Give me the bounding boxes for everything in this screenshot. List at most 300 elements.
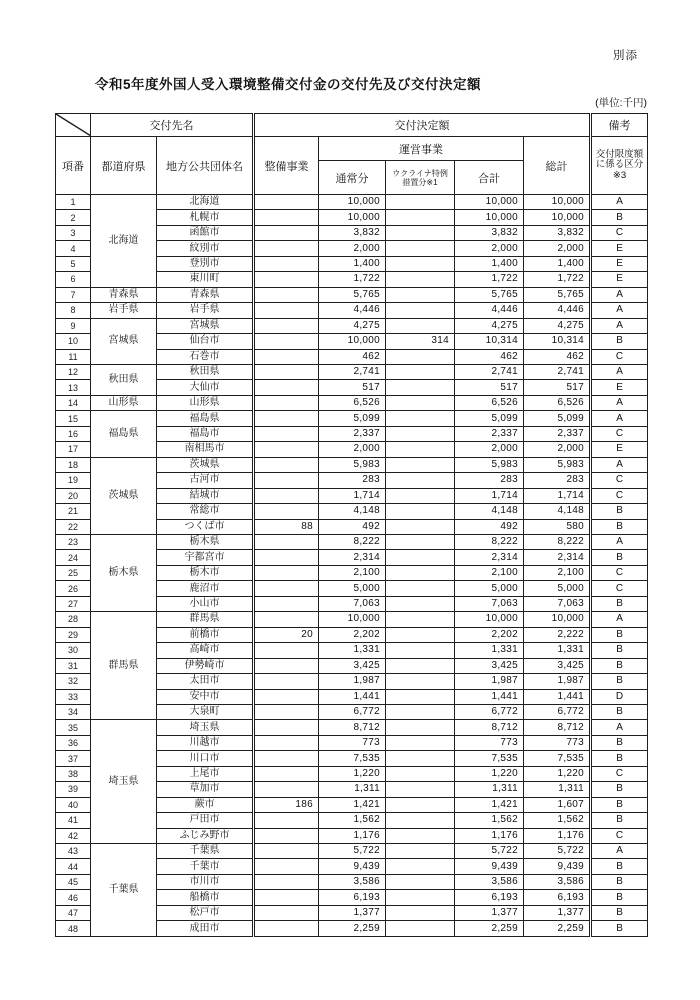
- development-amount-cell: [254, 195, 319, 210]
- header-municipality: 地方公共団体名: [157, 137, 254, 195]
- limit-category-cell: B: [591, 643, 648, 658]
- row-number-cell: 22: [56, 519, 91, 534]
- subtotal-amount-cell: 2,741: [455, 364, 524, 379]
- regular-amount-cell: 773: [319, 735, 386, 750]
- ukraine-amount-cell: [386, 674, 455, 689]
- subtotal-amount-cell: 4,148: [455, 504, 524, 519]
- row-number-cell: 34: [56, 704, 91, 719]
- attachment-label: 別添: [613, 50, 638, 62]
- header-subtotal: 合計: [455, 161, 524, 195]
- row-number-cell: 35: [56, 720, 91, 735]
- ukraine-amount-cell: [386, 813, 455, 828]
- grand-total-amount-cell: 5,983: [524, 457, 591, 472]
- limit-category-cell: C: [591, 349, 648, 364]
- ukraine-amount-cell: [386, 565, 455, 580]
- municipality-cell: 古河市: [157, 473, 254, 488]
- subtotal-amount-cell: 5,000: [455, 581, 524, 596]
- municipality-cell: 登別市: [157, 256, 254, 271]
- municipality-cell: 栃木市: [157, 565, 254, 580]
- grand-total-amount-cell: 8,712: [524, 720, 591, 735]
- row-number-cell: 42: [56, 828, 91, 843]
- grand-total-amount-cell: 7,063: [524, 596, 591, 611]
- limit-category-cell: A: [591, 195, 648, 210]
- prefecture-cell: 秋田県: [91, 364, 157, 395]
- ukraine-amount-cell: [386, 751, 455, 766]
- row-number-cell: 21: [56, 504, 91, 519]
- grand-total-amount-cell: 1,176: [524, 828, 591, 843]
- table-row: [56, 534, 648, 549]
- development-amount-cell: [254, 442, 319, 457]
- regular-amount-cell: 6,193: [319, 890, 386, 905]
- ukraine-amount-cell: [386, 704, 455, 719]
- municipality-cell: 栃木県: [157, 534, 254, 549]
- limit-category-cell: B: [591, 596, 648, 611]
- limit-category-cell: B: [591, 921, 648, 936]
- ukraine-amount-cell: [386, 256, 455, 271]
- table-row: [56, 844, 648, 859]
- subtotal-amount-cell: 4,275: [455, 318, 524, 333]
- development-amount-cell: [254, 844, 319, 859]
- municipality-cell: 群馬県: [157, 612, 254, 627]
- development-amount-cell: [254, 782, 319, 797]
- development-amount-cell: [254, 674, 319, 689]
- row-number-cell: 20: [56, 488, 91, 503]
- table-row: [56, 195, 648, 210]
- limit-category-cell: A: [591, 303, 648, 318]
- row-number-cell: 10: [56, 334, 91, 349]
- regular-amount-cell: 10,000: [319, 210, 386, 225]
- table-row: [56, 411, 648, 426]
- municipality-cell: 草加市: [157, 782, 254, 797]
- ukraine-amount-cell: [386, 504, 455, 519]
- regular-amount-cell: 1,220: [319, 766, 386, 781]
- development-amount-cell: [254, 720, 319, 735]
- row-number-cell: 39: [56, 782, 91, 797]
- ukraine-amount-cell: [386, 241, 455, 256]
- prefecture-cell: 栃木県: [91, 534, 157, 611]
- table-row: [56, 287, 648, 302]
- subtotal-amount-cell: 10,314: [455, 334, 524, 349]
- development-amount-cell: [254, 303, 319, 318]
- regular-amount-cell: 10,000: [319, 195, 386, 210]
- limit-category-cell: B: [591, 751, 648, 766]
- grand-total-amount-cell: 5,765: [524, 287, 591, 302]
- ukraine-amount-cell: [386, 844, 455, 859]
- regular-amount-cell: 5,983: [319, 457, 386, 472]
- table-body: [56, 195, 648, 937]
- regular-amount-cell: 10,000: [319, 612, 386, 627]
- development-amount-cell: [254, 426, 319, 441]
- development-amount-cell: [254, 596, 319, 611]
- ukraine-amount-cell: [386, 395, 455, 410]
- municipality-cell: ふじみ野市: [157, 828, 254, 843]
- grand-total-amount-cell: 1,220: [524, 766, 591, 781]
- development-amount-cell: [254, 643, 319, 658]
- grand-total-amount-cell: 2,000: [524, 442, 591, 457]
- limit-category-cell: C: [591, 225, 648, 240]
- development-amount-cell: [254, 411, 319, 426]
- subtotal-amount-cell: 6,526: [455, 395, 524, 410]
- grant-table: [55, 113, 648, 937]
- subtotal-amount-cell: 2,202: [455, 627, 524, 642]
- subtotal-amount-cell: 10,000: [455, 195, 524, 210]
- row-number-cell: 13: [56, 380, 91, 395]
- regular-amount-cell: 3,586: [319, 874, 386, 889]
- municipality-cell: 戸田市: [157, 813, 254, 828]
- limit-category-cell: E: [591, 272, 648, 287]
- grand-total-amount-cell: 3,832: [524, 225, 591, 240]
- header-row-1: [56, 114, 648, 137]
- row-number-cell: 46: [56, 890, 91, 905]
- limit-category-cell: B: [591, 519, 648, 534]
- ukraine-amount-cell: [386, 782, 455, 797]
- regular-amount-cell: 8,222: [319, 534, 386, 549]
- municipality-cell: 大仙市: [157, 380, 254, 395]
- regular-amount-cell: 2,741: [319, 364, 386, 379]
- regular-amount-cell: 1,722: [319, 272, 386, 287]
- grand-total-amount-cell: 10,000: [524, 612, 591, 627]
- limit-category-cell: C: [591, 581, 648, 596]
- limit-category-cell: A: [591, 364, 648, 379]
- subtotal-amount-cell: 462: [455, 349, 524, 364]
- grand-total-amount-cell: 1,331: [524, 643, 591, 658]
- grand-total-amount-cell: 5,099: [524, 411, 591, 426]
- municipality-cell: 高崎市: [157, 643, 254, 658]
- development-amount-cell: [254, 828, 319, 843]
- row-number-cell: 7: [56, 287, 91, 302]
- ukraine-amount-cell: [386, 905, 455, 920]
- subtotal-amount-cell: 5,099: [455, 411, 524, 426]
- row-number-cell: 24: [56, 550, 91, 565]
- limit-category-cell: D: [591, 689, 648, 704]
- ukraine-amount-cell: [386, 534, 455, 549]
- row-number-cell: 18: [56, 457, 91, 472]
- ukraine-amount-cell: [386, 287, 455, 302]
- municipality-cell: 福島県: [157, 411, 254, 426]
- municipality-cell: 茨城県: [157, 457, 254, 472]
- regular-amount-cell: 5,000: [319, 581, 386, 596]
- ukraine-amount-cell: [386, 874, 455, 889]
- subtotal-amount-cell: 10,000: [455, 210, 524, 225]
- subtotal-amount-cell: 2,000: [455, 442, 524, 457]
- row-number-cell: 43: [56, 844, 91, 859]
- subtotal-amount-cell: 5,765: [455, 287, 524, 302]
- limit-category-cell: E: [591, 241, 648, 256]
- ukraine-amount-cell: [386, 349, 455, 364]
- ukraine-amount-cell: [386, 210, 455, 225]
- prefecture-cell: 宮城県: [91, 318, 157, 364]
- grand-total-amount-cell: 283: [524, 473, 591, 488]
- limit-category-cell: B: [591, 905, 648, 920]
- limit-category-cell: B: [591, 550, 648, 565]
- header-recipient-group: 交付先名: [91, 114, 254, 137]
- municipality-cell: 上尾市: [157, 766, 254, 781]
- municipality-cell: 秋田県: [157, 364, 254, 379]
- limit-category-cell: B: [591, 890, 648, 905]
- prefecture-cell: 福島県: [91, 411, 157, 457]
- regular-amount-cell: 2,202: [319, 627, 386, 642]
- table-row: [56, 720, 648, 735]
- development-amount-cell: [254, 318, 319, 333]
- municipality-cell: 伊勢崎市: [157, 658, 254, 673]
- grand-total-amount-cell: 1,441: [524, 689, 591, 704]
- municipality-cell: 松戸市: [157, 905, 254, 920]
- regular-amount-cell: 462: [319, 349, 386, 364]
- regular-amount-cell: 2,259: [319, 921, 386, 936]
- municipality-cell: 鹿沼市: [157, 581, 254, 596]
- municipality-cell: 成田市: [157, 921, 254, 936]
- limit-category-cell: A: [591, 534, 648, 549]
- grand-total-amount-cell: 1,714: [524, 488, 591, 503]
- limit-category-cell: A: [591, 844, 648, 859]
- regular-amount-cell: 1,987: [319, 674, 386, 689]
- row-number-cell: 30: [56, 643, 91, 658]
- limit-category-cell: B: [591, 504, 648, 519]
- regular-amount-cell: 1,331: [319, 643, 386, 658]
- ukraine-amount-cell: 314: [386, 334, 455, 349]
- subtotal-amount-cell: 8,222: [455, 534, 524, 549]
- regular-amount-cell: 1,176: [319, 828, 386, 843]
- grand-total-amount-cell: 4,275: [524, 318, 591, 333]
- regular-amount-cell: 3,425: [319, 658, 386, 673]
- row-number-cell: 17: [56, 442, 91, 457]
- grand-total-amount-cell: 2,314: [524, 550, 591, 565]
- limit-category-cell: E: [591, 256, 648, 271]
- municipality-cell: 岩手県: [157, 303, 254, 318]
- municipality-cell: 蕨市: [157, 797, 254, 812]
- subtotal-amount-cell: 1,377: [455, 905, 524, 920]
- subtotal-amount-cell: 1,176: [455, 828, 524, 843]
- row-number-cell: 1: [56, 195, 91, 210]
- grand-total-amount-cell: 1,562: [524, 813, 591, 828]
- row-number-cell: 26: [56, 581, 91, 596]
- development-amount-cell: [254, 349, 319, 364]
- row-number-cell: 31: [56, 658, 91, 673]
- regular-amount-cell: 492: [319, 519, 386, 534]
- prefecture-cell: 埼玉県: [91, 720, 157, 844]
- unit-note: (単位:千円): [595, 97, 647, 109]
- ukraine-amount-cell: [386, 720, 455, 735]
- row-number-cell: 11: [56, 349, 91, 364]
- ukraine-amount-cell: [386, 890, 455, 905]
- ukraine-amount-cell: [386, 766, 455, 781]
- row-number-cell: 44: [56, 859, 91, 874]
- development-amount-cell: [254, 658, 319, 673]
- regular-amount-cell: 4,275: [319, 318, 386, 333]
- regular-amount-cell: 517: [319, 380, 386, 395]
- subtotal-amount-cell: 8,712: [455, 720, 524, 735]
- development-amount-cell: [254, 287, 319, 302]
- ukraine-amount-cell: [386, 550, 455, 565]
- municipality-cell: 東川町: [157, 272, 254, 287]
- development-amount-cell: [254, 457, 319, 472]
- regular-amount-cell: 7,063: [319, 596, 386, 611]
- grand-total-amount-cell: 2,337: [524, 426, 591, 441]
- municipality-cell: 青森県: [157, 287, 254, 302]
- header-row-number: 項番: [56, 137, 91, 195]
- subtotal-amount-cell: 4,446: [455, 303, 524, 318]
- subtotal-amount-cell: 2,259: [455, 921, 524, 936]
- grand-total-amount-cell: 580: [524, 519, 591, 534]
- row-number-cell: 19: [56, 473, 91, 488]
- header-regular: 通常分: [319, 161, 386, 195]
- row-number-cell: 9: [56, 318, 91, 333]
- regular-amount-cell: 2,314: [319, 550, 386, 565]
- ukraine-amount-cell: [386, 581, 455, 596]
- row-number-cell: 3: [56, 225, 91, 240]
- table-row: [56, 303, 648, 318]
- subtotal-amount-cell: 1,311: [455, 782, 524, 797]
- subtotal-amount-cell: 492: [455, 519, 524, 534]
- grand-total-amount-cell: 10,000: [524, 210, 591, 225]
- ukraine-amount-cell: [386, 411, 455, 426]
- ukraine-amount-cell: [386, 828, 455, 843]
- subtotal-amount-cell: 1,421: [455, 797, 524, 812]
- limit-category-cell: B: [591, 658, 648, 673]
- grand-total-amount-cell: 5,000: [524, 581, 591, 596]
- limit-category-cell: B: [591, 797, 648, 812]
- grand-total-amount-cell: 9,439: [524, 859, 591, 874]
- prefecture-cell: 青森県: [91, 287, 157, 302]
- ukraine-amount-cell: [386, 488, 455, 503]
- regular-amount-cell: 283: [319, 473, 386, 488]
- grand-total-amount-cell: 2,100: [524, 565, 591, 580]
- row-number-cell: 15: [56, 411, 91, 426]
- development-amount-cell: [254, 905, 319, 920]
- ukraine-amount-cell: [386, 596, 455, 611]
- regular-amount-cell: 9,439: [319, 859, 386, 874]
- municipality-cell: 宮城県: [157, 318, 254, 333]
- development-amount-cell: [254, 874, 319, 889]
- row-number-cell: 40: [56, 797, 91, 812]
- subtotal-amount-cell: 1,220: [455, 766, 524, 781]
- municipality-cell: 千葉市: [157, 859, 254, 874]
- subtotal-amount-cell: 7,063: [455, 596, 524, 611]
- development-amount-cell: [254, 272, 319, 287]
- municipality-cell: 川口市: [157, 751, 254, 766]
- prefecture-cell: 茨城県: [91, 457, 157, 534]
- grand-total-amount-cell: 7,535: [524, 751, 591, 766]
- subtotal-amount-cell: 7,535: [455, 751, 524, 766]
- grand-total-amount-cell: 462: [524, 349, 591, 364]
- subtotal-amount-cell: 6,193: [455, 890, 524, 905]
- regular-amount-cell: 1,400: [319, 256, 386, 271]
- grand-total-amount-cell: 2,259: [524, 921, 591, 936]
- grand-total-amount-cell: 3,586: [524, 874, 591, 889]
- row-number-cell: 38: [56, 766, 91, 781]
- subtotal-amount-cell: 3,832: [455, 225, 524, 240]
- document-title: 令和5年度外国人受入環境整備交付金の交付先及び交付決定額: [95, 77, 482, 92]
- row-number-cell: 32: [56, 674, 91, 689]
- ukraine-amount-cell: [386, 519, 455, 534]
- limit-category-cell: A: [591, 411, 648, 426]
- development-amount-cell: 186: [254, 797, 319, 812]
- ukraine-amount-cell: [386, 272, 455, 287]
- limit-category-cell: C: [591, 828, 648, 843]
- grand-total-amount-cell: 1,987: [524, 674, 591, 689]
- subtotal-amount-cell: 1,331: [455, 643, 524, 658]
- municipality-cell: 常総市: [157, 504, 254, 519]
- development-amount-cell: [254, 334, 319, 349]
- municipality-cell: 川越市: [157, 735, 254, 750]
- limit-category-cell: B: [591, 782, 648, 797]
- row-number-cell: 41: [56, 813, 91, 828]
- subtotal-amount-cell: 9,439: [455, 859, 524, 874]
- regular-amount-cell: 1,421: [319, 797, 386, 812]
- regular-amount-cell: 2,100: [319, 565, 386, 580]
- grand-total-amount-cell: 1,377: [524, 905, 591, 920]
- prefecture-cell: 群馬県: [91, 612, 157, 720]
- grand-total-amount-cell: 2,741: [524, 364, 591, 379]
- row-number-cell: 2: [56, 210, 91, 225]
- subtotal-amount-cell: 1,400: [455, 256, 524, 271]
- grand-total-amount-cell: 1,722: [524, 272, 591, 287]
- limit-category-cell: B: [591, 859, 648, 874]
- header-row-2: [56, 137, 648, 161]
- ukraine-amount-cell: [386, 612, 455, 627]
- ukraine-amount-cell: [386, 318, 455, 333]
- subtotal-amount-cell: 3,586: [455, 874, 524, 889]
- development-amount-cell: [254, 813, 319, 828]
- subtotal-amount-cell: 1,722: [455, 272, 524, 287]
- row-number-cell: 33: [56, 689, 91, 704]
- subtotal-amount-cell: 10,000: [455, 612, 524, 627]
- development-amount-cell: [254, 921, 319, 936]
- development-amount-cell: [254, 210, 319, 225]
- municipality-cell: 北海道: [157, 195, 254, 210]
- header-development: 整備事業: [254, 137, 319, 195]
- limit-category-cell: A: [591, 395, 648, 410]
- grand-total-amount-cell: 5,722: [524, 844, 591, 859]
- diagonal-line-icon: [56, 114, 91, 136]
- grand-total-amount-cell: 6,526: [524, 395, 591, 410]
- municipality-cell: つくば市: [157, 519, 254, 534]
- row-number-cell: 12: [56, 364, 91, 379]
- regular-amount-cell: 4,148: [319, 504, 386, 519]
- regular-amount-cell: 5,099: [319, 411, 386, 426]
- subtotal-amount-cell: 1,441: [455, 689, 524, 704]
- development-amount-cell: [254, 612, 319, 627]
- header-limit-category: 交付限度額 に係る区分 ※3: [591, 137, 648, 195]
- row-number-cell: 4: [56, 241, 91, 256]
- development-amount-cell: [254, 534, 319, 549]
- regular-amount-cell: 3,832: [319, 225, 386, 240]
- row-number-cell: 14: [56, 395, 91, 410]
- municipality-cell: 前橋市: [157, 627, 254, 642]
- ukraine-amount-cell: [386, 380, 455, 395]
- row-number-cell: 25: [56, 565, 91, 580]
- ukraine-amount-cell: [386, 859, 455, 874]
- limit-category-cell: A: [591, 318, 648, 333]
- ukraine-amount-cell: [386, 473, 455, 488]
- row-number-cell: 5: [56, 256, 91, 271]
- municipality-cell: 紋別市: [157, 241, 254, 256]
- municipality-cell: 函館市: [157, 225, 254, 240]
- limit-category-cell: B: [591, 874, 648, 889]
- regular-amount-cell: 10,000: [319, 334, 386, 349]
- municipality-cell: 千葉県: [157, 844, 254, 859]
- development-amount-cell: [254, 689, 319, 704]
- subtotal-amount-cell: 2,100: [455, 565, 524, 580]
- subtotal-amount-cell: 773: [455, 735, 524, 750]
- municipality-cell: 太田市: [157, 674, 254, 689]
- prefecture-cell: 山形県: [91, 395, 157, 410]
- regular-amount-cell: 2,000: [319, 241, 386, 256]
- limit-category-cell: B: [591, 704, 648, 719]
- subtotal-amount-cell: 6,772: [455, 704, 524, 719]
- development-amount-cell: [254, 550, 319, 565]
- row-number-cell: 48: [56, 921, 91, 936]
